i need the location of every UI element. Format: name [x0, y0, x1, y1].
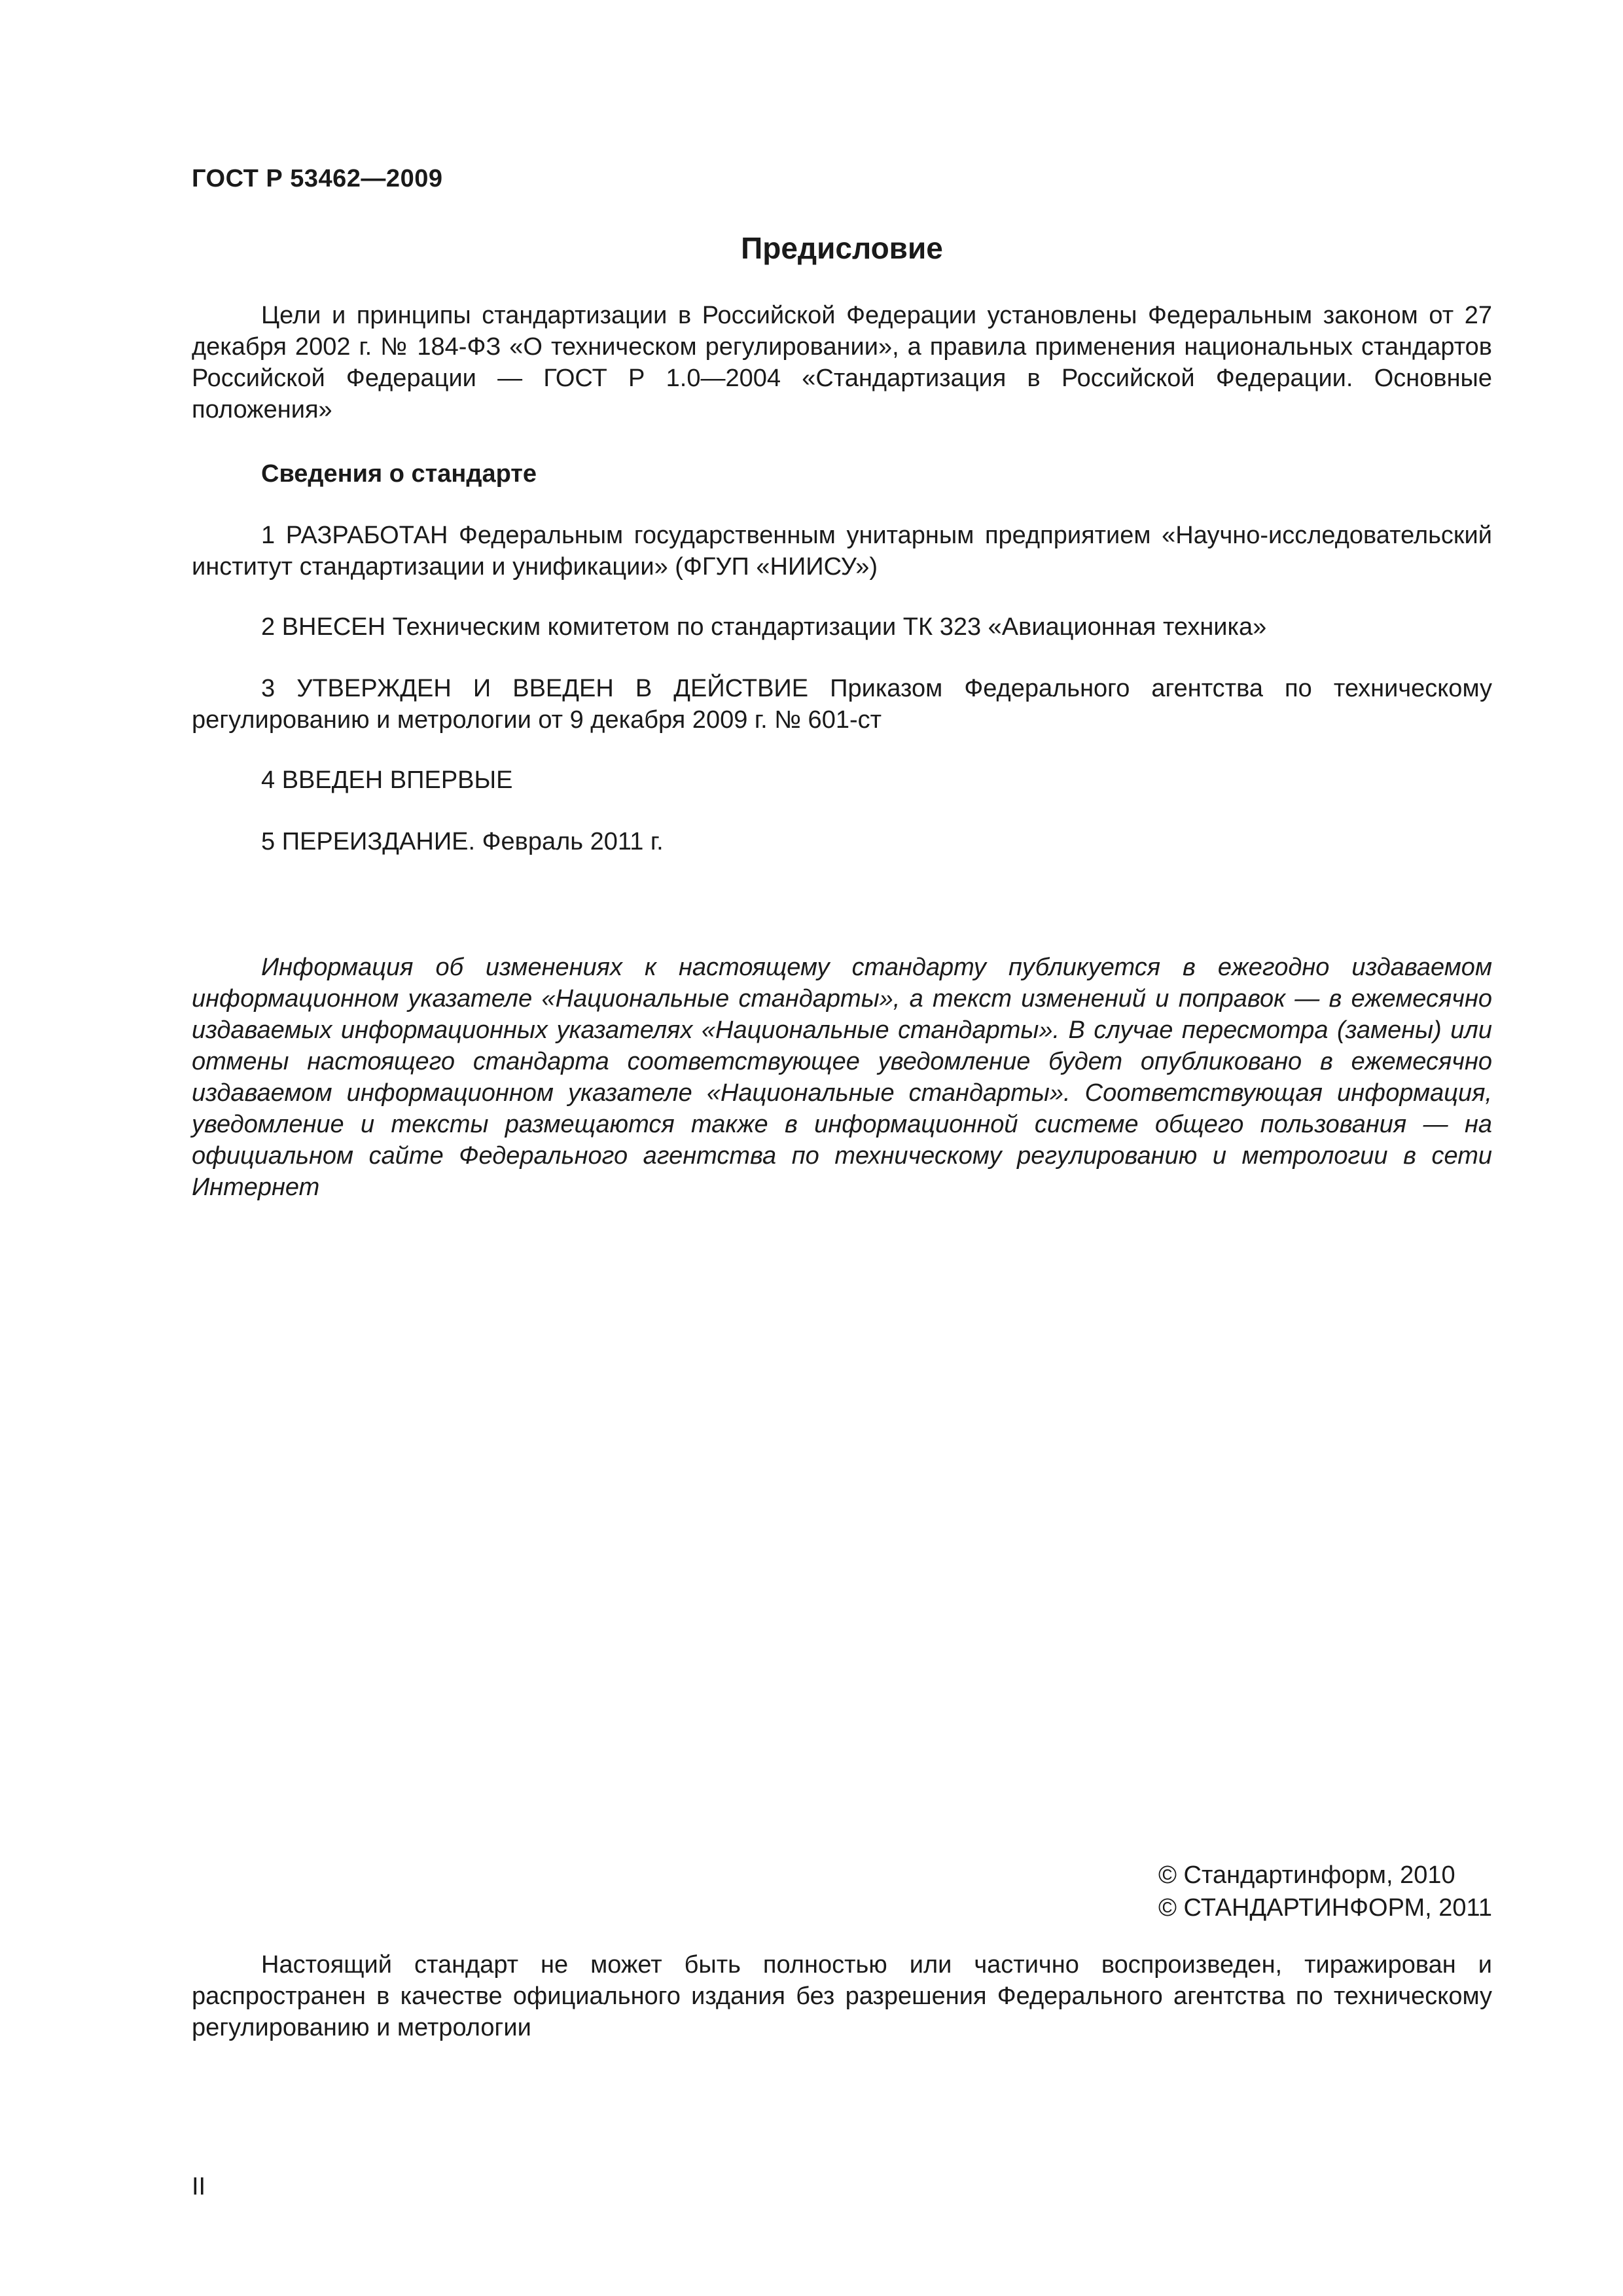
foreword-intro: Цели и принципы стандартизации в Российской Федерации установлены Федеральным законом от 27 декабря 2002 г. № 184-ФЗ «О техническом регулировании», а правила применения национальных стандартов Российской Федерации — ГОСТ Р 1.0—2004 «Стандартизация в Российской Федерации. Основные положения» — [192, 302, 1492, 423]
amendments-notice: Информация об изменениях к настоящему стандарту публикуется в ежегодно издаваемом информационном указателе «Национальные стандарты», а текст изменений и поправок — в ежемесячно издаваемых информационных указателях «Национальные стандарты». В случае пересмотра (замены) или отмены настоящего стандарта соответствующее уведомление будет опубликовано в ежемесячно издаваемом информационном указателе «Национальные стандарты». Соответствующая информация, уведомление и тексты размещаются также в информационной системе общего пользования — на официальном сайте Федерального агентства по техническому регулированию и метрологии в сети Интернет — [192, 954, 1492, 1201]
standard-info-title: Сведения о стандарте — [261, 460, 537, 488]
copyright-block — [1158, 1859, 1492, 1924]
copyright-line-1: © Стандартинформ, 2010 — [1158, 1861, 1455, 1889]
copyright-line-2: © СТАНДАРТИНФОРМ, 2011 — [1158, 1894, 1492, 1922]
standard-info-item-4: 4 ВВЕДЕН ВПЕРВЫЕ — [261, 766, 513, 794]
standard-info-item-1: 1 РАЗРАБОТАН Федеральным государственным унитарным предприятием «Научно-исследовательский институт стандартизации и унификации» (ФГУП «НИИСУ») — [192, 522, 1492, 581]
foreword-title: Предисловие — [741, 231, 943, 265]
standard-info-item-3: 3 УТВЕРЖДЕН И ВВЕДЕН В ДЕЙСТВИЕ Приказом Федерального агентства по техническому регулированию и метрологии от 9 декабря 2009 г. № 601-ст — [192, 675, 1492, 734]
standard-info-item-5: 5 ПЕРЕИЗДАНИЕ. Февраль 2011 г. — [261, 828, 664, 855]
standard-code: ГОСТ Р 53462—2009 — [192, 165, 443, 192]
standard-info-item-2: 2 ВНЕСЕН Техническим комитетом по стандартизации ТК 323 «Авиационная техника» — [261, 613, 1267, 641]
reproduction-notice: Настоящий стандарт не может быть полностью или частично воспроизведен, тиражирован и распространен в качестве официального издания без разрешения Федерального агентства по техническому регулированию и метрологии — [192, 1951, 1492, 2041]
page-number: II — [192, 2173, 206, 2200]
